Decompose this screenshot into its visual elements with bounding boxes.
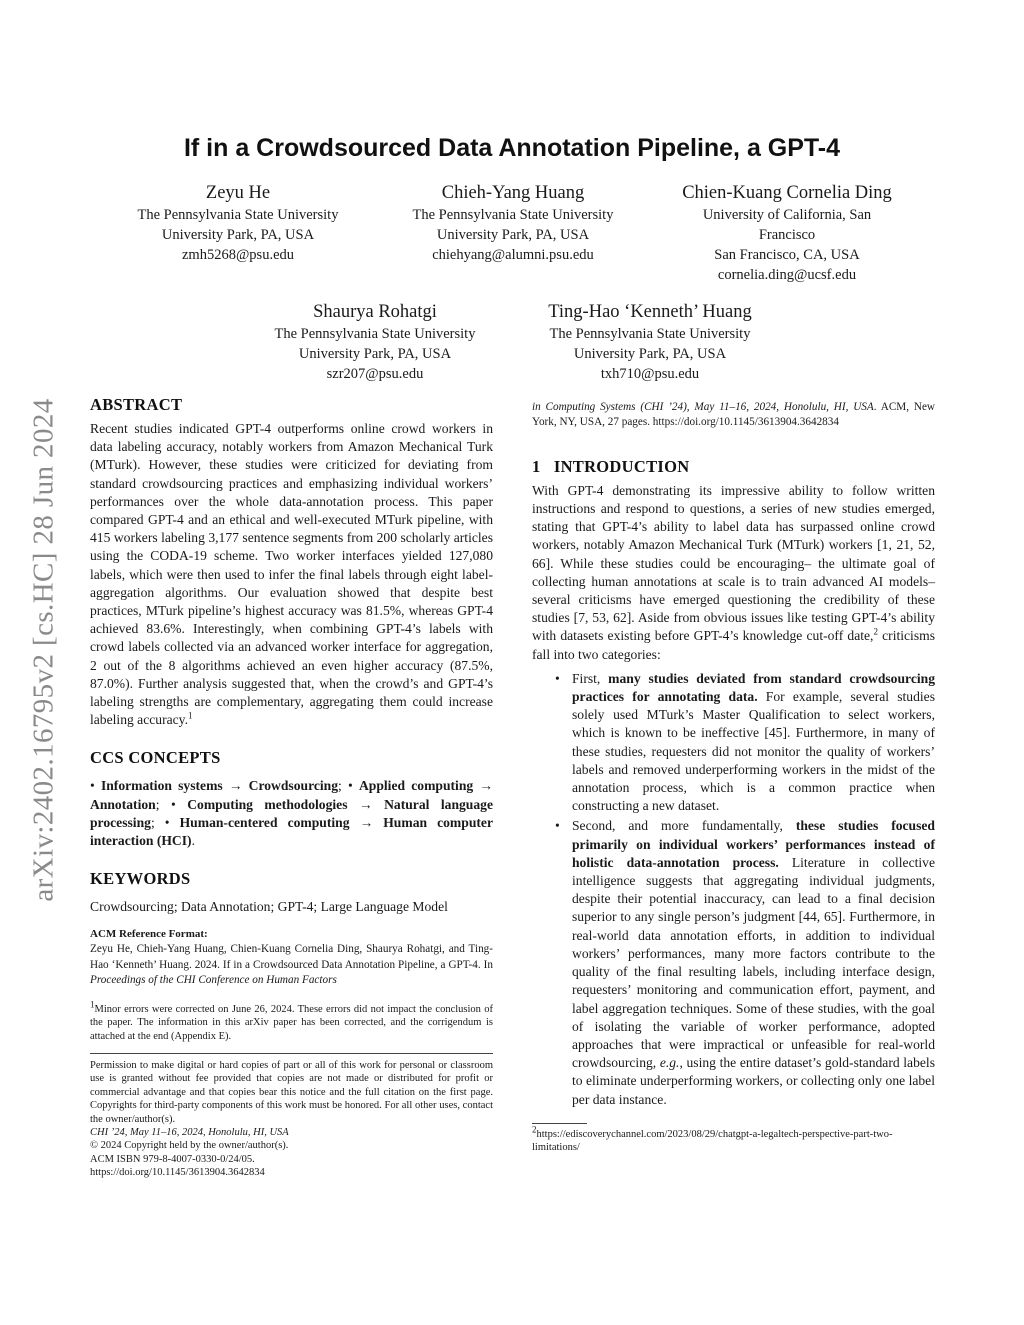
- isbn-line: ACM ISBN 979-8-4007-0330-0/24/05.: [90, 1153, 255, 1165]
- list-item: • Second, and more fundamentally, these studies focused primarily on individual workers’ performances instead of holistic data-annotation process. Literature in collective intelligence suggests that aggregating individual judgments, despite their potential inaccuracy, can lead to a final decision superior to any single person’s judgment [44, 65]. Furthermore, in real-world data annotation efforts, in addition to individual workers’ performances, many more factors contribute to the quality of the final resulting labels, including interface design, requesters’ monitoring and communication effort, payment, and label aggregation techniques. Some of these studies, with the goal of isolating the variable of worker performance, adopted approaches that were impractical or unfeasible for real-world crowdsourcing, e.g., using the entire dataset’s gold-standard labels to eliminate underperforming workers, or collecting only one label per data instance.: [555, 818, 935, 1107]
- author-email: zmh5268@psu.edu: [181, 247, 295, 263]
- introduction-paragraph: With GPT-4 demonstrating its impressive ability to follow written instructions and respond to questions, a series of new studies emerged, stating that GPT-4’s ability to label data has surpassed online crowd workers, notably Amazon Mechanical Turk (MTurk) workers [1, 21, 52, 66]. While these studies could be encouraging– the ultimate goal of collecting human annotations at scale is to train advanced AI models– several criticisms have emerged questioning the credibility of these studies [7, 53, 62]. Aside from obvious issues like testing GPT-4’s ability with datasets existing before GPT-4’s knowledge cut-off date,$^2$ criticisms fall into two categories:: [532, 482, 935, 662]
- conference-line: CHI ’24, May 11–16, 2024, Honolulu, HI, USA: [90, 1126, 289, 1138]
- author-name: Zeyu He: [205, 183, 271, 203]
- footnote-marker: 2: [873, 626, 878, 637]
- footnote-link[interactable]: https://ediscoverychannel.com/2023/08/29/chatgpt-a-legaltech-perspective-part-two-limitations/: [532, 1128, 893, 1154]
- ccs-concepts: • Information systems → Crowdsourcing; • Applied computing → Annotation; • Computing methodologies → Natural language processing; • Human-centered computing → Human computer interaction (HCI).: [90, 778, 493, 849]
- criticism-list: [532, 670, 935, 1109]
- author-affiliation: University of California, San: [702, 207, 872, 223]
- acm-reference-continued: in Computing Systems (CHI ’24), May 11–16, 2024, Honolulu, HI, USA. ACM, New York, NY, USA, 27 pages. https://doi.org/10.1145/3613904.3642834: [532, 401, 936, 429]
- permission-block: [90, 1059, 493, 1180]
- footnote-rule: [532, 1123, 587, 1124]
- author-name: Shaurya Rohatgi: [313, 302, 437, 322]
- copyright-line: © 2024 Copyright held by the owner/author(s).: [90, 1140, 289, 1152]
- author-name: Chien-Kuang Cornelia Ding: [682, 183, 892, 203]
- author-affiliation: The Pennsylvania State University: [137, 207, 339, 223]
- author-block: [88, 181, 388, 265]
- arxiv-identifier: arXiv:2402.16795v2 [cs.HC] 28 Jun 2024: [27, 398, 60, 902]
- acm-reference: [90, 928, 493, 988]
- author-email: szr207@psu.edu: [326, 366, 424, 382]
- abstract-heading: ABSTRACT: [90, 395, 183, 414]
- author-name: Ting-Hao ‘Kenneth’ Huang: [548, 302, 752, 322]
- author-email: cornelia.ding@ucsf.edu: [717, 267, 857, 283]
- author-name: Chieh-Yang Huang: [441, 183, 585, 203]
- abstract-text: Recent studies indicated GPT-4 outperforms online crowd workers in data labeling accuracy, notably workers from Amazon Mechanical Turk (MTurk). However, these studies were criticized for deviating from standard crowdsourcing practices and emphasizing individual workers’ performances over the whole data-annotation process. This paper compared GPT-4 and an ethical and well-executed MTurk pipeline, with 415 workers labeling 3,177 sentence segments from 200 scholarly articles using the CODA-19 scheme. Two worker interfaces yielded 127,080 labels, which were then used to infer the final labels through eight label-aggregation algorithms. Our evaluation showed that despite best practices, MTurk pipeline’s highest accuracy was 81.5%, whereas GPT-4 achieved 83.6%. Interestingly, when combining GPT-4’s labels with crowd labels collected via an advanced worker interface for aggregation, 2 out of the 8 algorithms achieved an even higher accuracy (87.5%, 87.0%). Further analysis suggested that, when the crowd’s and GPT-4’s labeling strengths are complementary, aggregating them could increase labeling accuracy.$^1$: [90, 421, 493, 728]
- author-block: [500, 300, 800, 384]
- footnote-1: 1Minor errors were corrected on June 26, 2024. These errors did not impact the conclusion of the paper. The information in this arXiv paper has been corrected, and the corrigendum is attached at the end (Appendix E).: [90, 999, 493, 1042]
- ccs-heading: CCS CONCEPTS: [90, 748, 221, 768]
- arxiv-sidebar: [24, 360, 64, 940]
- keywords-text: Crowdsourcing; Data Annotation; GPT-4; Large Language Model: [90, 899, 448, 915]
- footnote-marker: 1: [188, 710, 193, 721]
- author-location: San Francisco, CA, USA: [714, 247, 860, 263]
- author-affiliation: The Pennsylvania State University: [412, 207, 614, 223]
- footnote-2: 2https://ediscoverychannel.com/2023/08/29/chatgpt-a-legaltech-perspective-part-two-limitations/: [532, 1124, 893, 1154]
- acm-reference-label: ACM Reference Format:: [90, 928, 208, 941]
- keywords-heading: KEYWORDS: [90, 869, 191, 889]
- author-block: [363, 181, 663, 265]
- permission-text: Permission to make digital or hard copies of part or all of this work for personal or classroom use is granted without fee provided that copies are not made or distributed for profit or commercial advantage and that copies bear this notice and the full citation on the first page. Copyrights for third-party components of this work must be honored. For all other uses, contact the owner/author(s).: [90, 1059, 493, 1125]
- author-location: University Park, PA, USA: [573, 346, 727, 362]
- left-column: [90, 395, 493, 1180]
- author-affiliation: The Pennsylvania State University: [274, 326, 476, 342]
- author-location: University Park, PA, USA: [298, 346, 452, 362]
- author-block: [225, 300, 525, 384]
- author-location: University Park, PA, USA: [436, 227, 590, 243]
- author-affiliation: Francisco: [758, 227, 816, 243]
- author-location: University Park, PA, USA: [161, 227, 315, 243]
- doi-line: https://doi.org/10.1145/3613904.3642834: [90, 1167, 265, 1179]
- author-affiliation: The Pennsylvania State University: [549, 326, 751, 342]
- author-email: chiehyang@alumni.psu.edu: [432, 247, 594, 263]
- paper-title: If in a Crowdsourced Data Annotation Pipeline, a GPT-4: [183, 134, 841, 162]
- introduction-heading: 1 INTRODUCTION: [532, 456, 690, 476]
- list-item: • First, many studies deviated from standard crowdsourcing practices for annotating data. For example, several studies solely used MTurk’s Master Qualification to select workers, which is known to be ineffective [45]. Furthermore, in many of these studies, requesters did not monitor the quality of workers’ labels and removed underperforming workers in the midst of the annotation process, which is a common practice when constructing a new dataset.: [555, 670, 935, 814]
- right-column: [532, 400, 935, 1155]
- acm-reference-text: Zeyu He, Chieh-Yang Huang, Chien-Kuang Cornelia Ding, Shaurya Rohatgi, and Ting-Hao ‘Kenneth’ Huang. 2024. If in a Crowdsourced Data Annotation Pipeline, a GPT-4. In Proceedings of the CHI Conference on Human Factors: [90, 943, 493, 987]
- author-block: [637, 181, 937, 285]
- permission-rule: [90, 1053, 493, 1054]
- author-email: txh710@psu.edu: [600, 366, 700, 382]
